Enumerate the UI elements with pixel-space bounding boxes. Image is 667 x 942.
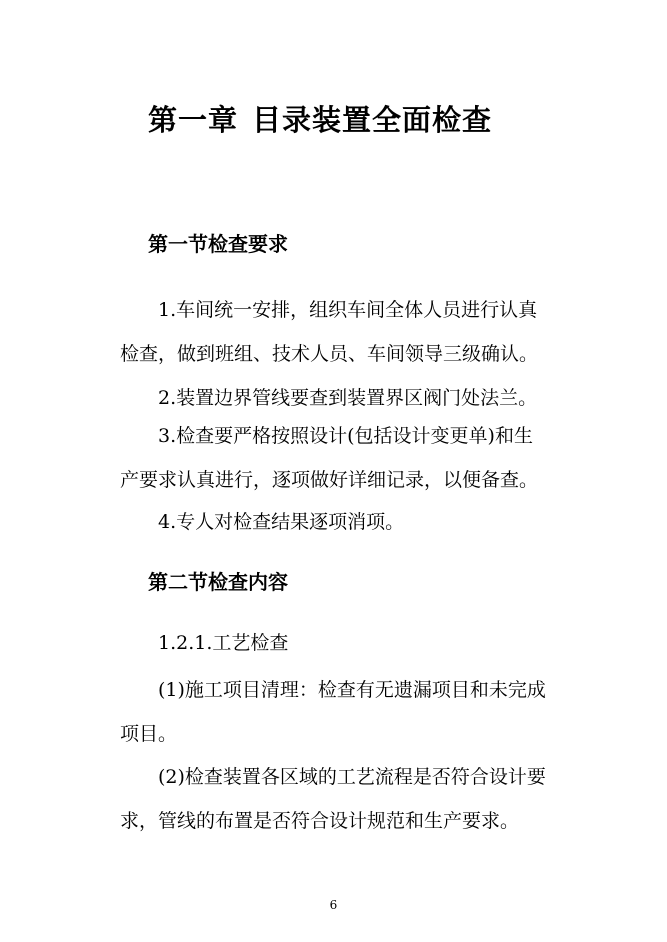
paragraph-content-2: (2)检查装置各区域的工艺流程是否符合设计要求，管线的布置是否符合设计规范和生产要求。: [120, 766, 546, 832]
section-title-content: 第二节检查内容: [148, 570, 288, 594]
paragraph-requirement-1: 1.车间统一安排，组织车间全体人员进行认真检查，做到班组、技术人员、车间领导三级确认。: [120, 299, 539, 365]
chapter-number: 第一章: [148, 103, 239, 137]
page-number: 6: [329, 898, 338, 912]
section-title-requirements: 第一节检查要求: [148, 232, 288, 256]
paragraph-content-1: (1)施工项目清理：检查有无遗漏项目和未完成项目。: [120, 679, 546, 745]
paragraph-requirement-3: 3.检查要严格按照设计(包括设计变更单)和生产要求认真进行，逐项做好详细记录，以便备查。: [120, 425, 539, 491]
paragraph-requirement-2: 2.装置边界管线要查到装置界区阀门处法兰。: [158, 387, 538, 409]
paragraph-content-heading: 1.2.1.工艺检查: [158, 632, 289, 654]
chapter-name: 目录装置全面检查: [252, 103, 493, 137]
paragraph-requirement-4: 4.专人对检查结果逐项消项。: [158, 511, 405, 533]
chapter-title: [148, 98, 492, 139]
